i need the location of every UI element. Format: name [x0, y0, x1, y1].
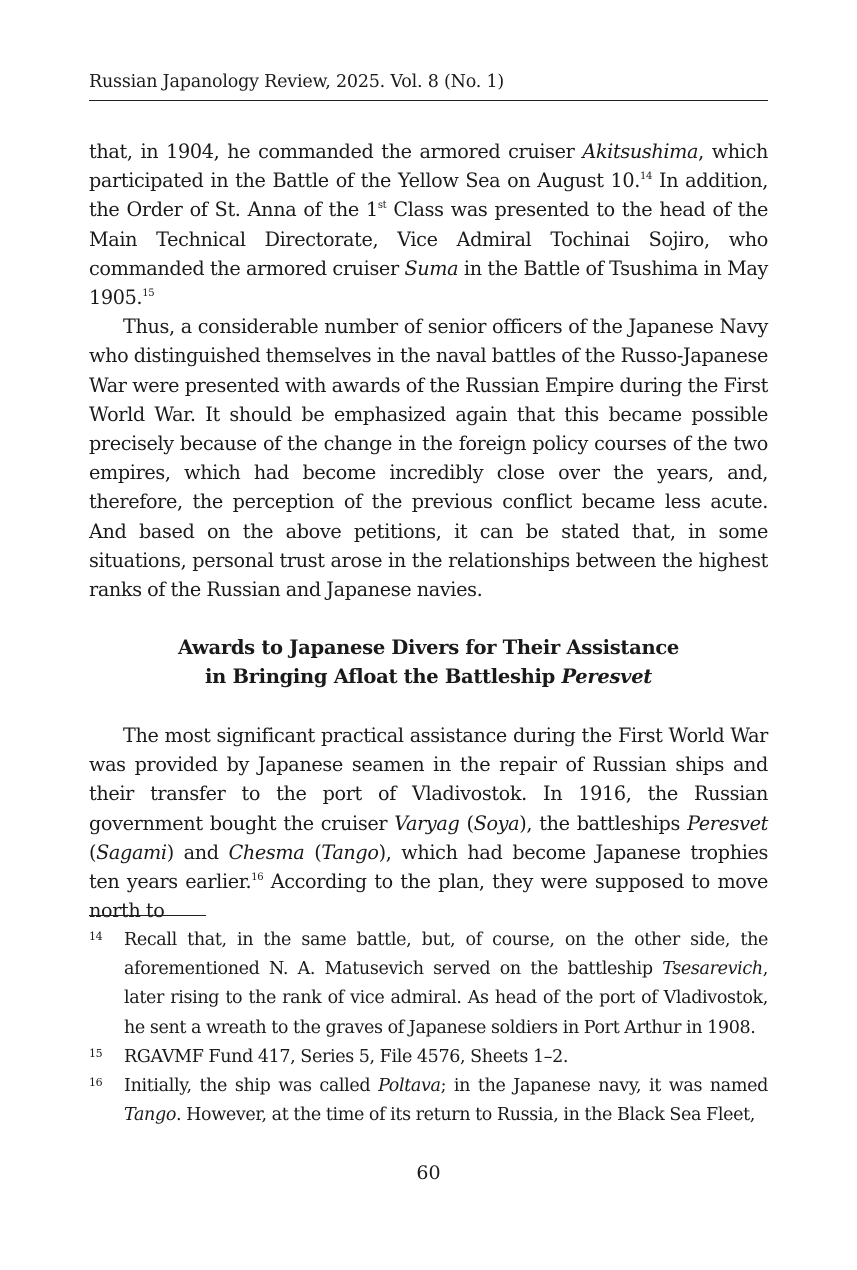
header-rule — [89, 100, 768, 101]
journal-page — [89, 0, 768, 1270]
paragraph-continuation — [89, 137, 768, 312]
ship-name-tango: Tango — [321, 840, 379, 864]
text-run: ), the battleships — [519, 811, 688, 835]
section-heading — [89, 633, 768, 691]
text-run: ( — [459, 811, 474, 835]
footnotes — [89, 926, 768, 1130]
text-run: Class was presented to the head of the Main Technical Directorate, Vice Admiral Tochinai Sojiro, who commanded the armored cruiser — [89, 198, 768, 280]
ship-name-sagami: Sagami — [96, 840, 167, 864]
paragraph-significant-assistance — [89, 721, 768, 925]
text-run: ) and — [166, 840, 229, 864]
footnote-14 — [89, 926, 768, 1043]
ship-name-chesma: Chesma — [228, 840, 305, 864]
text-run: ( — [304, 840, 322, 864]
text-run: Initially, the ship was called — [124, 1076, 379, 1097]
text-run: According to the plan, they were supposed to move north to — [89, 870, 769, 923]
footnote-number: 16 — [89, 1076, 103, 1090]
footnote-number: 15 — [89, 1046, 103, 1060]
footnote-number: 14 — [89, 930, 103, 943]
text-run: . However, at the time of its return to Russia, in the Black Sea Fleet, — [176, 1105, 755, 1126]
ship-name-suma: Suma — [404, 256, 459, 280]
running-header: Russian Japanology Review, 2025. Vol. 8 (No. 1) — [89, 72, 505, 92]
footnote-15 — [89, 1043, 768, 1072]
text-run: Recall that, in the same battle, but, of course, on the other side, the aforementioned N. A. Matusevich served on the battleship — [124, 930, 768, 980]
ship-name-peresvet: Peresvet — [687, 811, 768, 835]
ordinal-suffix: st — [377, 200, 387, 212]
footnote-ref-14[interactable]: 14 — [640, 171, 653, 183]
text-run: , later rising to the rank of vice admiral. As head of the port of Vladivostok, he sent a wreath to the graves of Japanese soldiers in Port Arthur in 1908. — [124, 959, 768, 1038]
ship-name-akitsushima: Akitsushima — [582, 140, 699, 163]
paragraph-thus: Thus, a considerable number of senior officers of the Japanese Navy who distinguished themselves in the naval battles of the Russo-Japanese War were presented with awards of the Russian Empire during the First World War. It should be emphasized again that this became possible precisely because of the change in the foreign policy courses of the two empires, which had become incredibly close over the years, and, therefore, the perception of the previous conflict became less acute. And based on the above petitions, it can be stated that, in some situations, personal trust arose in the relationships between the highest ranks of the Russian and Japanese navies. — [89, 315, 768, 602]
text-run: ( — [89, 840, 97, 864]
ship-name-varyag: Varyag — [394, 811, 460, 835]
text-run: RGAVMF Fund 417, Series 5, File 4576, Sheets 1–2. — [124, 1046, 569, 1067]
text-run: that, in 1904, he commanded the armored cruiser — [89, 140, 583, 163]
section-heading-line1: Awards to Japanese Divers for Their Assistance — [177, 636, 680, 659]
text-run: In addition, the Order of St. Anna of the 1 — [89, 169, 768, 222]
footnote-16 — [89, 1072, 768, 1130]
text-run: ; in the Japanese navy, it was named — [440, 1076, 768, 1097]
ship-name-tsesarevich: Tsesarevich — [662, 959, 763, 980]
section-heading-line2 — [89, 662, 768, 691]
text-run: The most significant practical assistance during the First World War was provided by Japanese seamen in the repair of Russian ships and their transfer to the port of Vladivostok. In 1916, the Russian government bought the cruiser — [89, 724, 768, 835]
footnote-separator — [89, 915, 206, 916]
page-number: 60 — [416, 1162, 441, 1184]
ship-name-soya: Soya — [473, 811, 520, 835]
footnote-ref-15[interactable]: 15 — [142, 288, 155, 300]
body-text-top — [89, 137, 768, 604]
text-run: ), which had become Japanese trophies ten years earlier. — [89, 840, 768, 894]
ship-name-poltava: Poltava — [378, 1076, 441, 1097]
text-run: in the Battle of Tsushima in May 1905. — [89, 256, 768, 310]
heading-text: in Bringing Afloat the Battleship — [204, 665, 562, 688]
text-run: , which participated in the Battle of the Yellow Sea on August 10. — [89, 140, 768, 193]
footnote-ref-16[interactable]: 16 — [251, 872, 264, 884]
ship-name-tango: Tango — [124, 1105, 177, 1126]
body-text-bottom — [89, 721, 768, 925]
heading-ship-name: Peresvet — [561, 665, 653, 688]
